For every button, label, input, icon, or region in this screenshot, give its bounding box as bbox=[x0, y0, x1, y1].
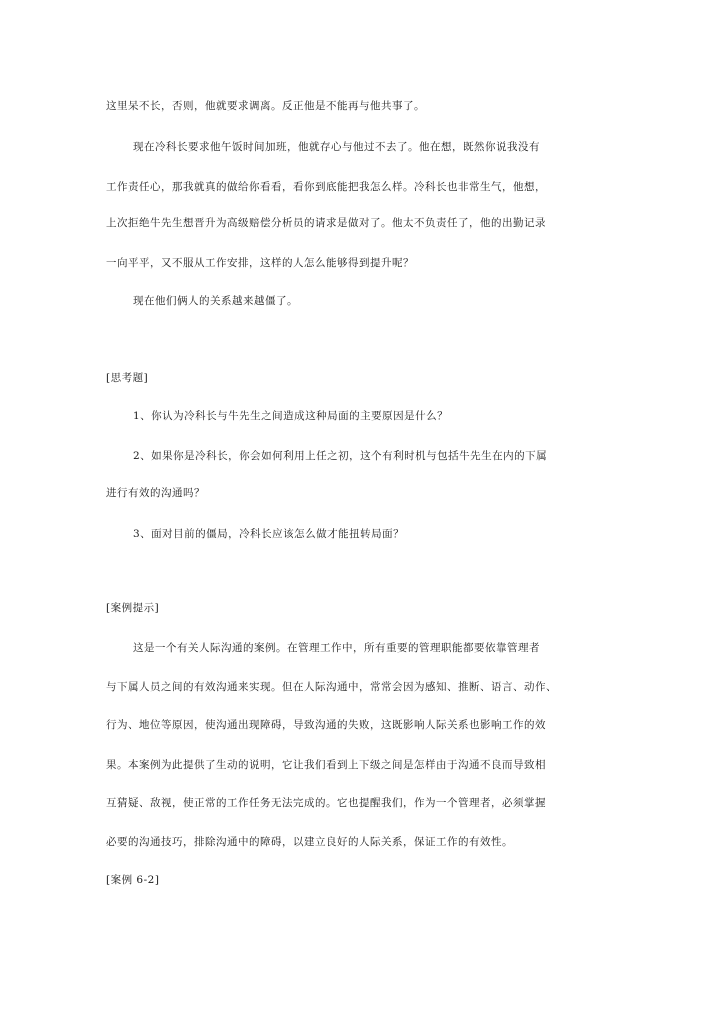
paragraph-line: 一向平平，又不服从工作安排，这样的人怎么能够得到提升呢？ bbox=[106, 257, 414, 269]
paragraph-line: 工作责任心，那我就真的做给你看看，看你到底能把我怎么样。冷科长也非常生气，他想， bbox=[106, 181, 546, 193]
paragraph-line: 上次拒绝牛先生想晋升为高级赔偿分析员的请求是做对了。他太不负责任了，他的出勤记录 bbox=[106, 217, 546, 229]
question-2-line: 进行有效的沟通吗？ bbox=[106, 487, 205, 499]
question-3: 3、面对目前的僵局，冷科长应该怎么做才能扭转局面？ bbox=[133, 528, 405, 540]
section-heading-hint: [案例提示] bbox=[106, 602, 160, 614]
paragraph-line: 现在他们俩人的关系越来越僵了。 bbox=[133, 295, 298, 307]
section-heading-questions: [思考题] bbox=[106, 372, 149, 384]
hint-line: 必要的沟通技巧，排除沟通中的障碍，以建立良好的人际关系，保证工作的有效性。 bbox=[106, 836, 513, 848]
hint-line: 与下属人员之间的有效沟通来实现。但在人际沟通中，常常会因为感知、推断、语言、动作、 bbox=[106, 681, 557, 693]
hint-line: 这是一个有关人际沟通的案例。在管理工作中，所有重要的管理职能都要依靠管理者 bbox=[133, 642, 540, 654]
paragraph-line: 这里呆不长，否则，他就要求调离。反正他是不能再与他共事了。 bbox=[106, 100, 425, 112]
question-1: 1、你认为冷科长与牛先生之间造成这种局面的主要原因是什么？ bbox=[133, 410, 449, 422]
hint-line: 行为、地位等原因，使沟通出现障碍，导致沟通的失败，这既影响人际关系也影响工作的效 bbox=[106, 719, 546, 731]
hint-line: 果。本案例为此提供了生动的说明，它让我们看到上下级之间是怎样由于沟通不良而导致相 bbox=[106, 759, 546, 771]
question-2-line: 2、如果你是冷科长，你会如何利用上任之初，这个有利时机与包括牛先生在内的下属 bbox=[133, 450, 548, 462]
hint-line: 互猜疑、敌视，使正常的工作任务无法完成的。它也提醒我们，作为一个管理者，必须掌握 bbox=[106, 797, 546, 809]
paragraph-line: 现在冷科长要求他午饭时间加班，他就存心与他过不去了。他在想，既然你说我没有 bbox=[133, 141, 540, 153]
section-heading-next-case: [案例 6-2] bbox=[106, 874, 160, 886]
